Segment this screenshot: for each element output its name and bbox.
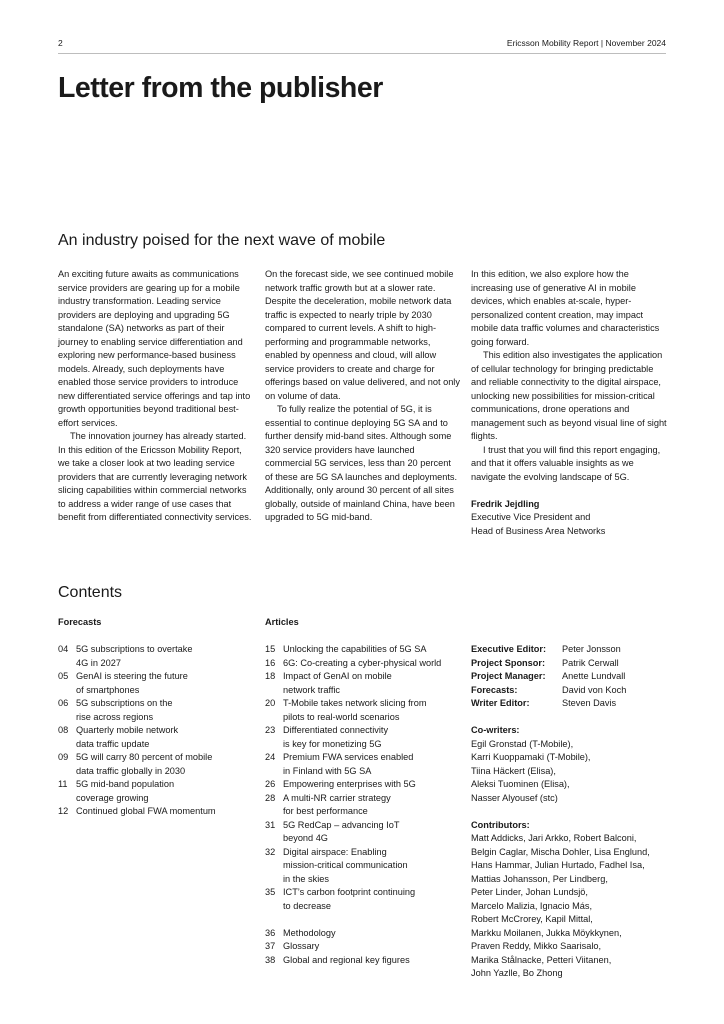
page-number: 2 — [58, 38, 63, 48]
credit-row: Executive Editor: Peter Jonsson — [471, 644, 621, 654]
paragraph: This edition also investigates the application of cellular technology for bringing predictable and reliable connectivity to the digital airspace, unlocking new possibilities for mission-critical communications, drone operations and management such as beyond visual line of sight flights. — [471, 350, 667, 441]
credit-row: Forecasts: David von Koch — [471, 684, 627, 695]
toc-item[interactable]: 12 Continued global FWA momentum — [58, 806, 216, 816]
toc-item[interactable]: 05 GenAI is steering the future of smartphones — [58, 671, 188, 695]
toc-item[interactable]: 08 Quarterly mobile network data traffic update — [58, 725, 179, 749]
credit-row: Writer Editor: Steven Davis — [471, 698, 617, 708]
letter-subtitle: An industry poised for the next wave of mobile — [58, 232, 386, 249]
forecasts-list — [58, 643, 254, 819]
signature — [471, 498, 667, 539]
toc-item[interactable]: 32 Digital airspace: Enabling mission-critical communication in the skies — [265, 846, 408, 884]
letter-column-3 — [471, 268, 667, 538]
credits-block — [471, 643, 671, 981]
toc-item[interactable]: 06 5G subscriptions on the rise across regions — [58, 698, 173, 722]
report-title: Ericsson Mobility Report | November 2024 — [506, 38, 666, 48]
forecasts-heading: Forecasts — [58, 617, 102, 627]
paragraph: In this edition, we also explore how the increasing use of generative AI in mobile devices, which enables at-scale, hyper-personalized content creation, may impact mobile data traffic volumes and characteristics going forward. — [471, 269, 660, 347]
page-title: Letter from the publisher — [58, 72, 383, 104]
contributors-label: Contributors: — [471, 819, 530, 830]
toc-item[interactable]: 16 6G: Co-creating a cyber-physical world — [265, 657, 442, 668]
paragraph: I trust that you will find this report engaging, and that it offers valuable insights as we navigate the evolving landscape of 5G. — [471, 444, 661, 482]
toc-item[interactable]: 38 Global and regional key figures — [265, 954, 410, 965]
cowriters-label: Co-writers: — [471, 725, 520, 735]
paragraph: An exciting future awaits as communications service providers are gearing up for a mobile industry transformation. Leading service providers are deploying and upgrading 5G standalone (SA) networks as part of their journey to enabling service differentiation and exploring new performance-based business models. Already, such deployments have enabled those service providers to introduce new differentiated service offerings and tap into growth opportunities beyond traditional best-effort services. — [58, 269, 251, 428]
toc-item[interactable]: 24 Premium FWA services enabled in Finland with 5G SA — [265, 752, 414, 776]
toc-item[interactable]: 26 Empowering enterprises with 5G — [265, 779, 416, 789]
contents-heading: Contents — [58, 584, 123, 601]
page-header — [58, 38, 666, 52]
signature-role: Executive Vice President and — [471, 512, 591, 522]
articles-list — [265, 643, 465, 967]
articles-heading: Articles — [265, 617, 299, 627]
signature-role: Head of Business Area Networks — [471, 525, 606, 536]
toc-item[interactable]: 20 T-Mobile takes network slicing from pilots to real-world scenarios — [265, 698, 427, 722]
toc-item[interactable]: 28 A multi-NR carrier strategy for best performance — [265, 792, 391, 816]
toc-item[interactable]: 04 5G subscriptions to overtake 4G in 2027 — [58, 644, 193, 668]
toc-item[interactable]: 37 Glossary — [265, 941, 320, 951]
paragraph: To fully realize the potential of 5G, it is essential to continue deploying 5G SA and to further densify mid-band sites. Although some 320 service providers have launched commercial 5G services, less than 20 percent of these are 5G SA launches and deployments. Additionally, only around 30 percent of all sites globally, outside of mainland China, have been upgraded to 5G mid-band. — [265, 404, 458, 522]
toc-item[interactable]: 09 5G will carry 80 percent of mobile data traffic globally in 2030 — [58, 752, 213, 776]
toc-item[interactable]: 18 Impact of GenAI on mobile network traffic — [265, 671, 392, 695]
credit-row: Project Sponsor: Patrik Cerwall — [471, 657, 619, 668]
toc-item[interactable]: 35 ICT’s carbon footprint continuing to decrease — [265, 887, 416, 911]
toc-item[interactable]: 11 5G mid-band population coverage growing — [58, 779, 175, 803]
header-divider — [58, 53, 666, 54]
letter-column-1 — [58, 268, 254, 525]
toc-item[interactable]: 31 5G RedCap – advancing IoT beyond 4G — [265, 819, 400, 843]
signature-name: Fredrik Jejdling — [471, 498, 540, 509]
cowriters-list: Egil Gronstad (T-Mobile), Karri Kuoppamaki (T-Mobile), Tiina Häckert (Elisa), Aleksi Tuominen (Elisa), Nasser Alyousef (stc) — [471, 738, 591, 803]
toc-item[interactable]: 36 Methodology — [265, 927, 336, 938]
contributors-list: Matt Addicks, Jari Arkko, Robert Balconi, Belgin Caglar, Mischa Dohler, Lisa Englund, Hans Hammar, Julian Hurtado, Fadhel Isa, Mattias Johansson, Per Lindberg, Peter Linder, Johan Lundsjö, Marcelo Malizia, Ignacio Más, Robert McCrorey, Kapil Mittal, Markku Moilanen, Jukka Möykkynen, Praven Reddy, Mikko Saarisalo, Marika Stålnacke, Petteri Viitanen, John Yazlle, Bo Zhong — [471, 833, 650, 978]
toc-item[interactable]: 23 Differentiated connectivity is key for monetizing 5G — [265, 725, 389, 749]
letter-column-2 — [265, 268, 461, 525]
credit-row: Project Manager: Anette Lundvall — [471, 671, 626, 681]
paragraph: The innovation journey has already started. In this edition of the Ericsson Mobility Report, we take a closer look at two leading service providers that are currently leveraging network slicing capabilities within commercial networks to address a wider range of use cases that benefit from differentiated connectivity services. — [58, 431, 252, 522]
toc-item[interactable]: 15 Unlocking the capabilities of 5G SA — [265, 644, 427, 654]
paragraph: On the forecast side, we see continued mobile network traffic growth but at a slower rate. Despite the deceleration, mobile network data traffic is expected to nearly triple by 2030 compared to current levels. A shift to high-performing and programmable networks, enabled by openness and cloud, will allow service providers to create and charge for offerings based on value delivered, and not only on volume of data. — [265, 269, 460, 401]
